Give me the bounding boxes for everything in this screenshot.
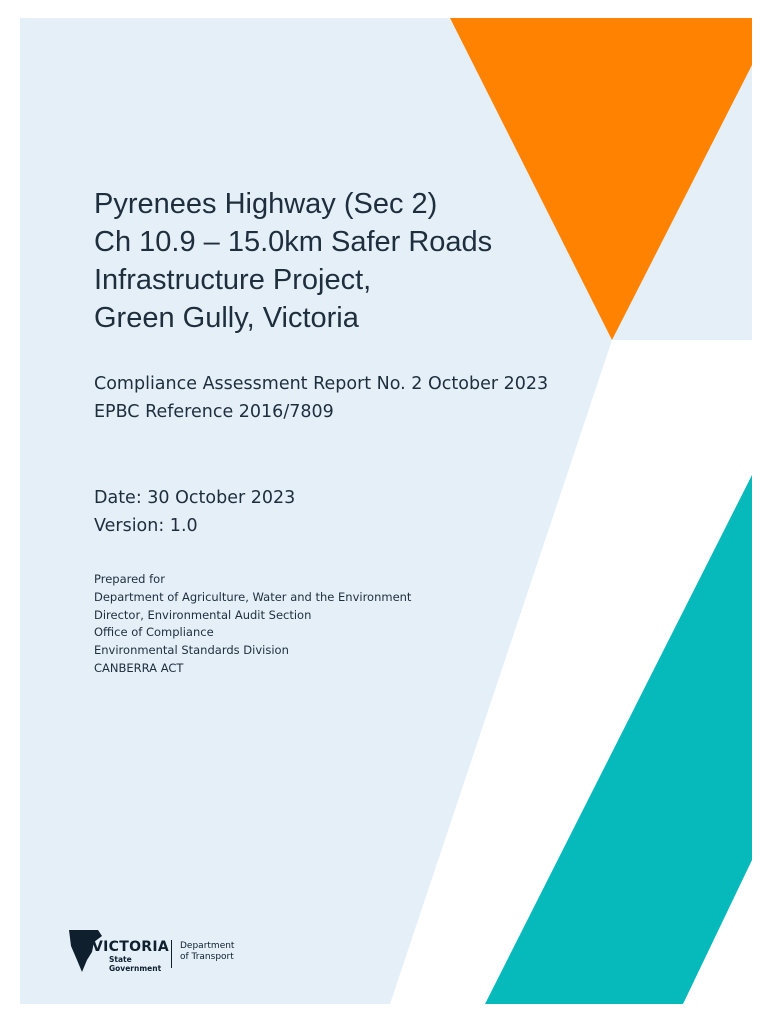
document-date: Date: 30 October 2023 bbox=[94, 488, 296, 508]
document-meta bbox=[94, 484, 295, 540]
department-line: of Transport bbox=[180, 952, 234, 962]
epbc-reference: EPBC Reference 2016/7809 bbox=[94, 402, 334, 422]
prepared-for-line: Environmental Standards Division bbox=[94, 643, 289, 658]
victoria-government-logo bbox=[68, 928, 268, 976]
department-line: Department bbox=[180, 941, 235, 951]
report-subtitle bbox=[94, 370, 548, 426]
prepared-for-line: CANBERRA ACT bbox=[94, 660, 184, 675]
department-of-transport-text bbox=[180, 941, 234, 963]
title-line: Ch 10.9 – 15.0km Safer Roads bbox=[94, 226, 493, 258]
prepared-for-line: Office of Compliance bbox=[94, 625, 214, 640]
document-title bbox=[94, 185, 614, 337]
victoria-wordmark: VICTORIA bbox=[92, 939, 169, 955]
logo-sub-line: State bbox=[109, 955, 132, 964]
document-version: Version: 1.0 bbox=[94, 516, 198, 536]
prepared-for-line: Director, Environmental Audit Section bbox=[94, 607, 312, 622]
prepared-for-block bbox=[94, 571, 411, 678]
title-line: Pyrenees Highway (Sec 2) bbox=[94, 188, 438, 220]
prepared-for-label: Prepared for bbox=[94, 572, 165, 586]
title-line: Green Gully, Victoria bbox=[94, 302, 359, 334]
state-government-text bbox=[109, 955, 161, 973]
logo-divider bbox=[171, 940, 172, 968]
prepared-for-line: Department of Agriculture, Water and the Environment bbox=[94, 589, 412, 604]
logo-sub-line: Government bbox=[109, 964, 162, 973]
title-line: Infrastructure Project, bbox=[94, 264, 372, 296]
report-name: Compliance Assessment Report No. 2 October 2023 bbox=[94, 374, 549, 394]
